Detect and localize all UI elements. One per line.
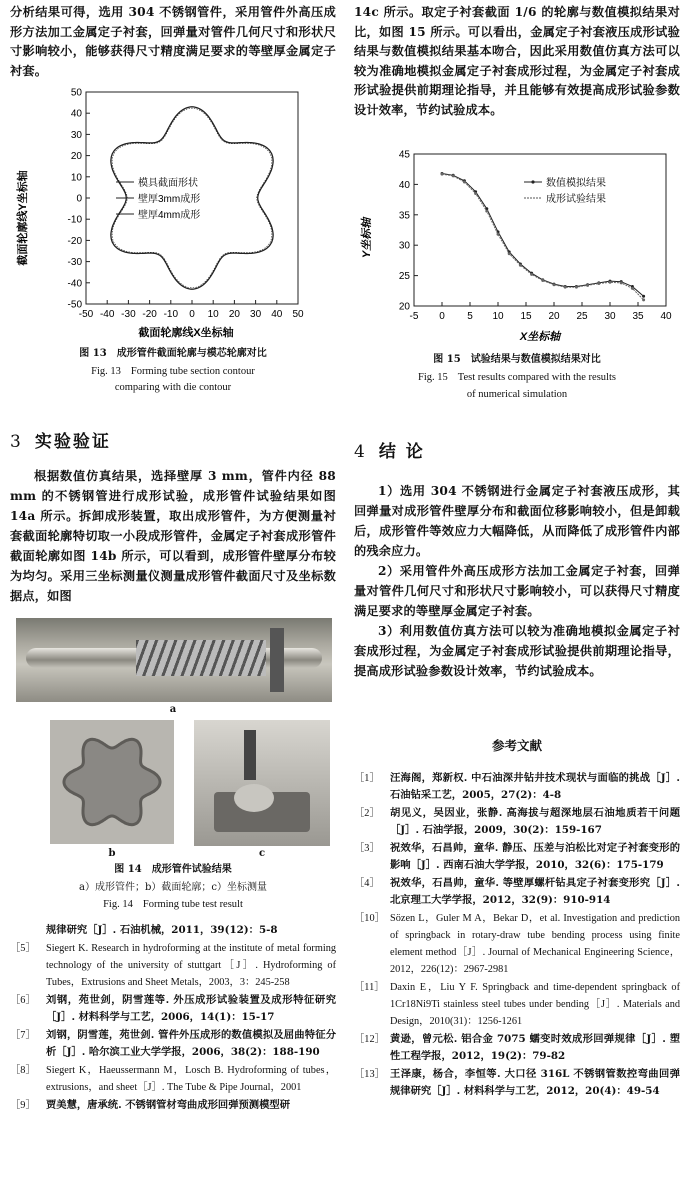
fig15-ytick-label: 20 [398,301,410,313]
fig15-point [452,174,455,177]
fig15-caption-en: Fig. 15 Test results compared with the results [418,372,616,383]
reference-number: ［6］ [10,995,36,1006]
fig13-xtick-label: 20 [228,309,240,320]
reference-number: ［3］ [354,843,380,854]
reference-text: 汪海阁，郑新权. 中石油深井钻井技术现状与面临的挑战［J］. 石油钻采工艺，2005，27(2)：4-8 [390,772,680,801]
fig13-ytick-label: 40 [70,108,82,120]
fig13-caption-en: Fig. 13 Forming tube section contour [91,366,255,377]
reference-item [10,940,336,991]
fig14-subcaption: a）成形管件；b）截面轮廓；c）坐标测量 [79,882,267,893]
fig15-point [642,295,645,298]
fig15-ytick-label: 25 [398,271,410,283]
reference-text: 王泽康，杨合，李恒等. 大口径 316L 不锈钢管数控弯曲回弹规律研究［J］. 材料科学与工艺，2012，20(4)：49-54 [390,1068,680,1097]
fig14a-photo [16,618,332,702]
reference-item [354,910,680,978]
fig15-xtick-label: 15 [520,311,532,322]
fig15-point [620,281,623,284]
fig14-label-b: b [108,848,116,859]
fig13-xtick-label: 50 [292,309,304,320]
fig13-legend-item: 壁厚4mm成形 [138,210,201,221]
reference-number [10,922,46,939]
fig14b-photo [50,720,174,844]
fig13-xtick-label: -40 [99,309,115,320]
references-heading: 参考文献 [491,738,542,753]
fig15-point [441,173,444,176]
reference-text: 黄逊，曾元松. 铝合金 7075 蠕变时效成形回弹规律［J］. 塑性工程学报，2012，19(2)：79-82 [390,1033,680,1062]
fig13-ytick-label: 10 [70,172,82,184]
fig15-point [541,279,544,282]
fig15-point [508,252,511,255]
fig15-ylabel: Y坐标轴 [361,217,373,259]
reference-number: ［10］ [354,913,385,924]
section-3-paragraph: 根据数值仿真结果，选择壁厚 3 mm，管件内径 88 mm 的不锈钢管进行成形试验，成形管件试验结果如图 14a 所示。拆卸成形装置，取出成形管件，为方便测量衬套截面轮廓特切取一小段成形管件，金属定子衬套成形管件截面轮廓如图 14b 所示，可以看到，成形管件壁厚分布较为均匀。采用三坐标测量仪测量成形管件截面尺寸及坐标数据点，如图 [10,469,336,603]
fig15-xlabel: X坐标轴 [519,331,561,343]
fig14-label-c: c [258,848,266,859]
fig13-caption-en-2: comparing with die contour [114,382,232,393]
fig15-point [597,282,600,285]
reference-item [10,1097,336,1114]
fig14-label-a: a [169,704,177,715]
section-4-heading: 4 结 论 [354,442,425,462]
fig13-ylabel: 截面轮廓线Y坐标轴 [17,170,29,266]
reference-item [354,770,680,804]
reference-text: 规律研究［J］. 石油机械，2011，39(12)：5-8 [46,924,278,936]
fig14-caption-en: Fig. 14 Forming tube test result [103,899,243,910]
fig15-legend [524,176,606,205]
conclusions [354,481,680,681]
reference-item [354,979,680,1030]
intro-paragraph: 分析结果可得，选用 304 不锈钢管件，采用管件外高压成形方法加工金属定子衬套，回弹量对管件几何尺寸和形状尺寸影响较小，能够获得尺寸精度满足要求的等壁厚金属定子衬套。 [10,5,336,78]
fig15-caption-en-2: of numerical simulation [466,389,568,400]
fig13-xlabel: 截面轮廓线X坐标轴 [138,327,234,338]
tube-spiral [136,640,266,676]
conclusion-item: 2）采用管件外高压成形方法加工金属定子衬套，回弹量对管件几何尺寸和形状尺寸影响较小，可以获得尺寸精度满足要求的等壁厚金属定子衬套。 [354,564,680,618]
fig15-point [463,180,466,183]
reference-text: 刘钢，苑世剑，阴雪莲等. 外压成形试验装置及成形特征研究［J］. 材料科学与工艺，2006，14(1)：15-17 [46,994,336,1023]
fig15-legend-item: 数值模拟结果 [546,178,606,189]
reference-number: ［2］ [354,808,380,819]
fig15-ytick-label: 30 [398,240,410,252]
fig15-axes [399,150,672,323]
reference-item [354,1066,680,1100]
fig13-ytick-label: 30 [70,129,82,141]
continued-paragraph: 14c 所示。取定子衬套截面 1/6 的轮廓与数值模拟结果对比，如图 15 所示。可以看出，金属定子衬套液压成形试验结果与数值模拟结果基本吻合，因此采用数值仿真方法可以较为准确地模拟金属定子衬套成形过程，为金属定子衬套成形试验提供前期理论指导，并且能够有效提高成形试验参数设计效率，节约试验成本。 [354,5,680,117]
reference-item [354,840,680,874]
fig13-ytick-label: -10 [67,214,82,226]
reference-number: ［12］ [354,1034,385,1045]
fig15-series-line [442,174,644,297]
fig13-xtick-label: -20 [142,309,157,320]
reference-number: ［5］ [10,943,36,954]
fig15-point [497,233,500,236]
fig15-point [474,192,477,195]
fig15-point [519,264,522,267]
fig13-ytick-label: 0 [76,193,82,205]
fig15-xtick-label: -5 [409,311,419,322]
fig13-legend-item: 模具截面形状 [138,178,198,189]
fig15-point [631,287,634,290]
fig15-xtick-label: 20 [548,311,560,322]
fig15-series [441,172,646,301]
reference-text: 刘钢，阴雪莲，苑世剑. 管件外压成形的数值模拟及屈曲特征分析［J］. 哈尔滨工业大学学报，2006，38(2)：188-190 [46,1029,336,1058]
references-left [10,922,336,1115]
fig13-xtick-label: -10 [163,309,179,320]
reference-number: ［11］ [354,982,385,993]
conclusion-item: 1）选用 304 不锈钢进行金属定子衬套液压成形，其回弹量对成形管件壁厚分布和截面位移影响较小，但是卸载后，成形管件等效应力大幅降低，从而降低了成形管件内部的残余应力。 [354,484,680,558]
reference-text: Daxin E，Liu Y F. Springback and time-dependent springback of 1Cr18Ni9Ti stainless steel tubes under bending［J］. Materials and Design，2010(31)：1256-1261 [390,982,680,1027]
reference-item [10,1062,336,1096]
fig15-xtick-label: 10 [492,311,504,322]
reference-number: ［13］ [354,1069,385,1080]
reference-text: Sözen L，Guler M A，Bekar D，et al. Investigation and prediction of springback in rotary-draw tube bending process using finite element method［J］. Journal of Mechanical Engineering Science，2012，226(12)：2967-2981 [390,913,680,975]
reference-item [10,922,336,939]
fig14b-section [50,720,174,844]
reference-text: 贾美慧，唐承统. 不锈钢管材弯曲成形回弹预测模型研 [46,1099,290,1111]
reference-number: ［8］ [10,1065,36,1076]
fig15-xtick-label: 35 [632,311,644,322]
reference-text: Siegert K. Research in hydroforming at the institute of metal forming technology of the university of stuttgart［J］. Hydroforming of Tubes，Extrusions and Sheet Metals，2003，3：245-258 [46,943,336,988]
fig15-xtick-label: 30 [604,311,616,322]
fig15-xtick-label: 40 [660,311,672,322]
fig15-point [485,210,488,213]
fig13-xtick-label: 30 [250,309,262,320]
fig13-xtick-label: 40 [271,309,283,320]
fig15-point [609,281,612,284]
fig15-point [575,286,578,289]
reference-number: ［4］ [354,878,380,889]
fig15-chart [354,148,680,348]
fig15-point [586,284,589,287]
fig15-caption-cn: 图 15 试验结果与数值模拟结果对比 [433,354,601,365]
reference-item [354,1031,680,1065]
fig15-point [553,283,556,286]
fig15-xtick-label: 25 [576,311,588,322]
fig15-ytick-label: 45 [398,149,410,161]
fig13-ytick-label: -50 [67,299,82,311]
fig13-ytick-label: 20 [70,151,82,163]
reference-text: Siegert K，Haeussermann M，Losch B. Hydroforming of tubes，extrusions，and sheet［J］. The Tube & Pipe Journal，2001 [46,1065,336,1093]
fig13-chart [10,88,336,338]
tube-fixture [270,628,284,692]
reference-number: ［7］ [10,1030,36,1041]
fig13-legend [116,176,200,221]
reference-text: 祝效华，石昌帅，童华. 静压、压差与泊松比对定子衬套变形的影响［J］. 西南石油大学学报，2010，32(6)：175-179 [390,842,680,871]
fig13-xtick-label: -30 [121,309,136,320]
fig13-ytick-label: 50 [70,88,82,99]
fig15-point [530,273,533,276]
fig14-caption-cn: 图 14 成形管件试验结果 [114,864,232,875]
fig13-xtick-label: -50 [78,309,94,320]
fig15-xtick-label: 0 [439,311,445,322]
reference-item [10,1027,336,1061]
reference-text: 胡见义，吴因业，张静. 高海拔与超深地层石油地质若干问题［J］. 石油学报，2009，30(2)：159-167 [390,807,680,836]
reference-number: ［1］ [354,773,380,784]
fig13-legend-item: 壁厚3mm成形 [138,194,201,205]
reference-text: 祝效华，石昌帅，童华. 等壁厚螺杆钻具定子衬套变形究［J］. 北京理工大学学报，2012，32(9)：910-914 [390,877,680,906]
conclusion-item: 3）利用数值仿真方法可以较为准确地模拟金属定子衬套成形过程，为金属定子衬套成形试验提供前期理论指导，提高成形试验参数设计效率，节约试验成本。 [354,624,680,678]
fig15-ytick-label: 40 [398,179,410,191]
fig13-ytick-label: -20 [67,235,82,247]
fig13-xtick-label: 0 [189,309,195,320]
fig15-point [564,286,567,289]
fig13-ytick-label: -30 [67,257,82,269]
reference-number: ［9］ [10,1100,36,1111]
fig13-caption-cn: 图 13 成形管件截面轮廓与模芯轮廓对比 [79,348,267,359]
fig15-point [642,298,645,301]
fig13-xtick-label: 10 [207,309,219,320]
fig15-ytick-label: 35 [398,210,410,222]
references-right [354,770,680,1101]
section-3-heading: 3 实验验证 [10,432,111,452]
fig13-ytick-label: -40 [67,278,82,290]
fig15-xtick-label: 5 [467,311,473,322]
fig15-frame [414,154,666,306]
reference-item [354,805,680,839]
fig14c-photo [194,720,330,846]
fig15-legend-item: 成形试验结果 [546,194,606,205]
reference-item [10,992,336,1026]
reference-item [354,875,680,909]
